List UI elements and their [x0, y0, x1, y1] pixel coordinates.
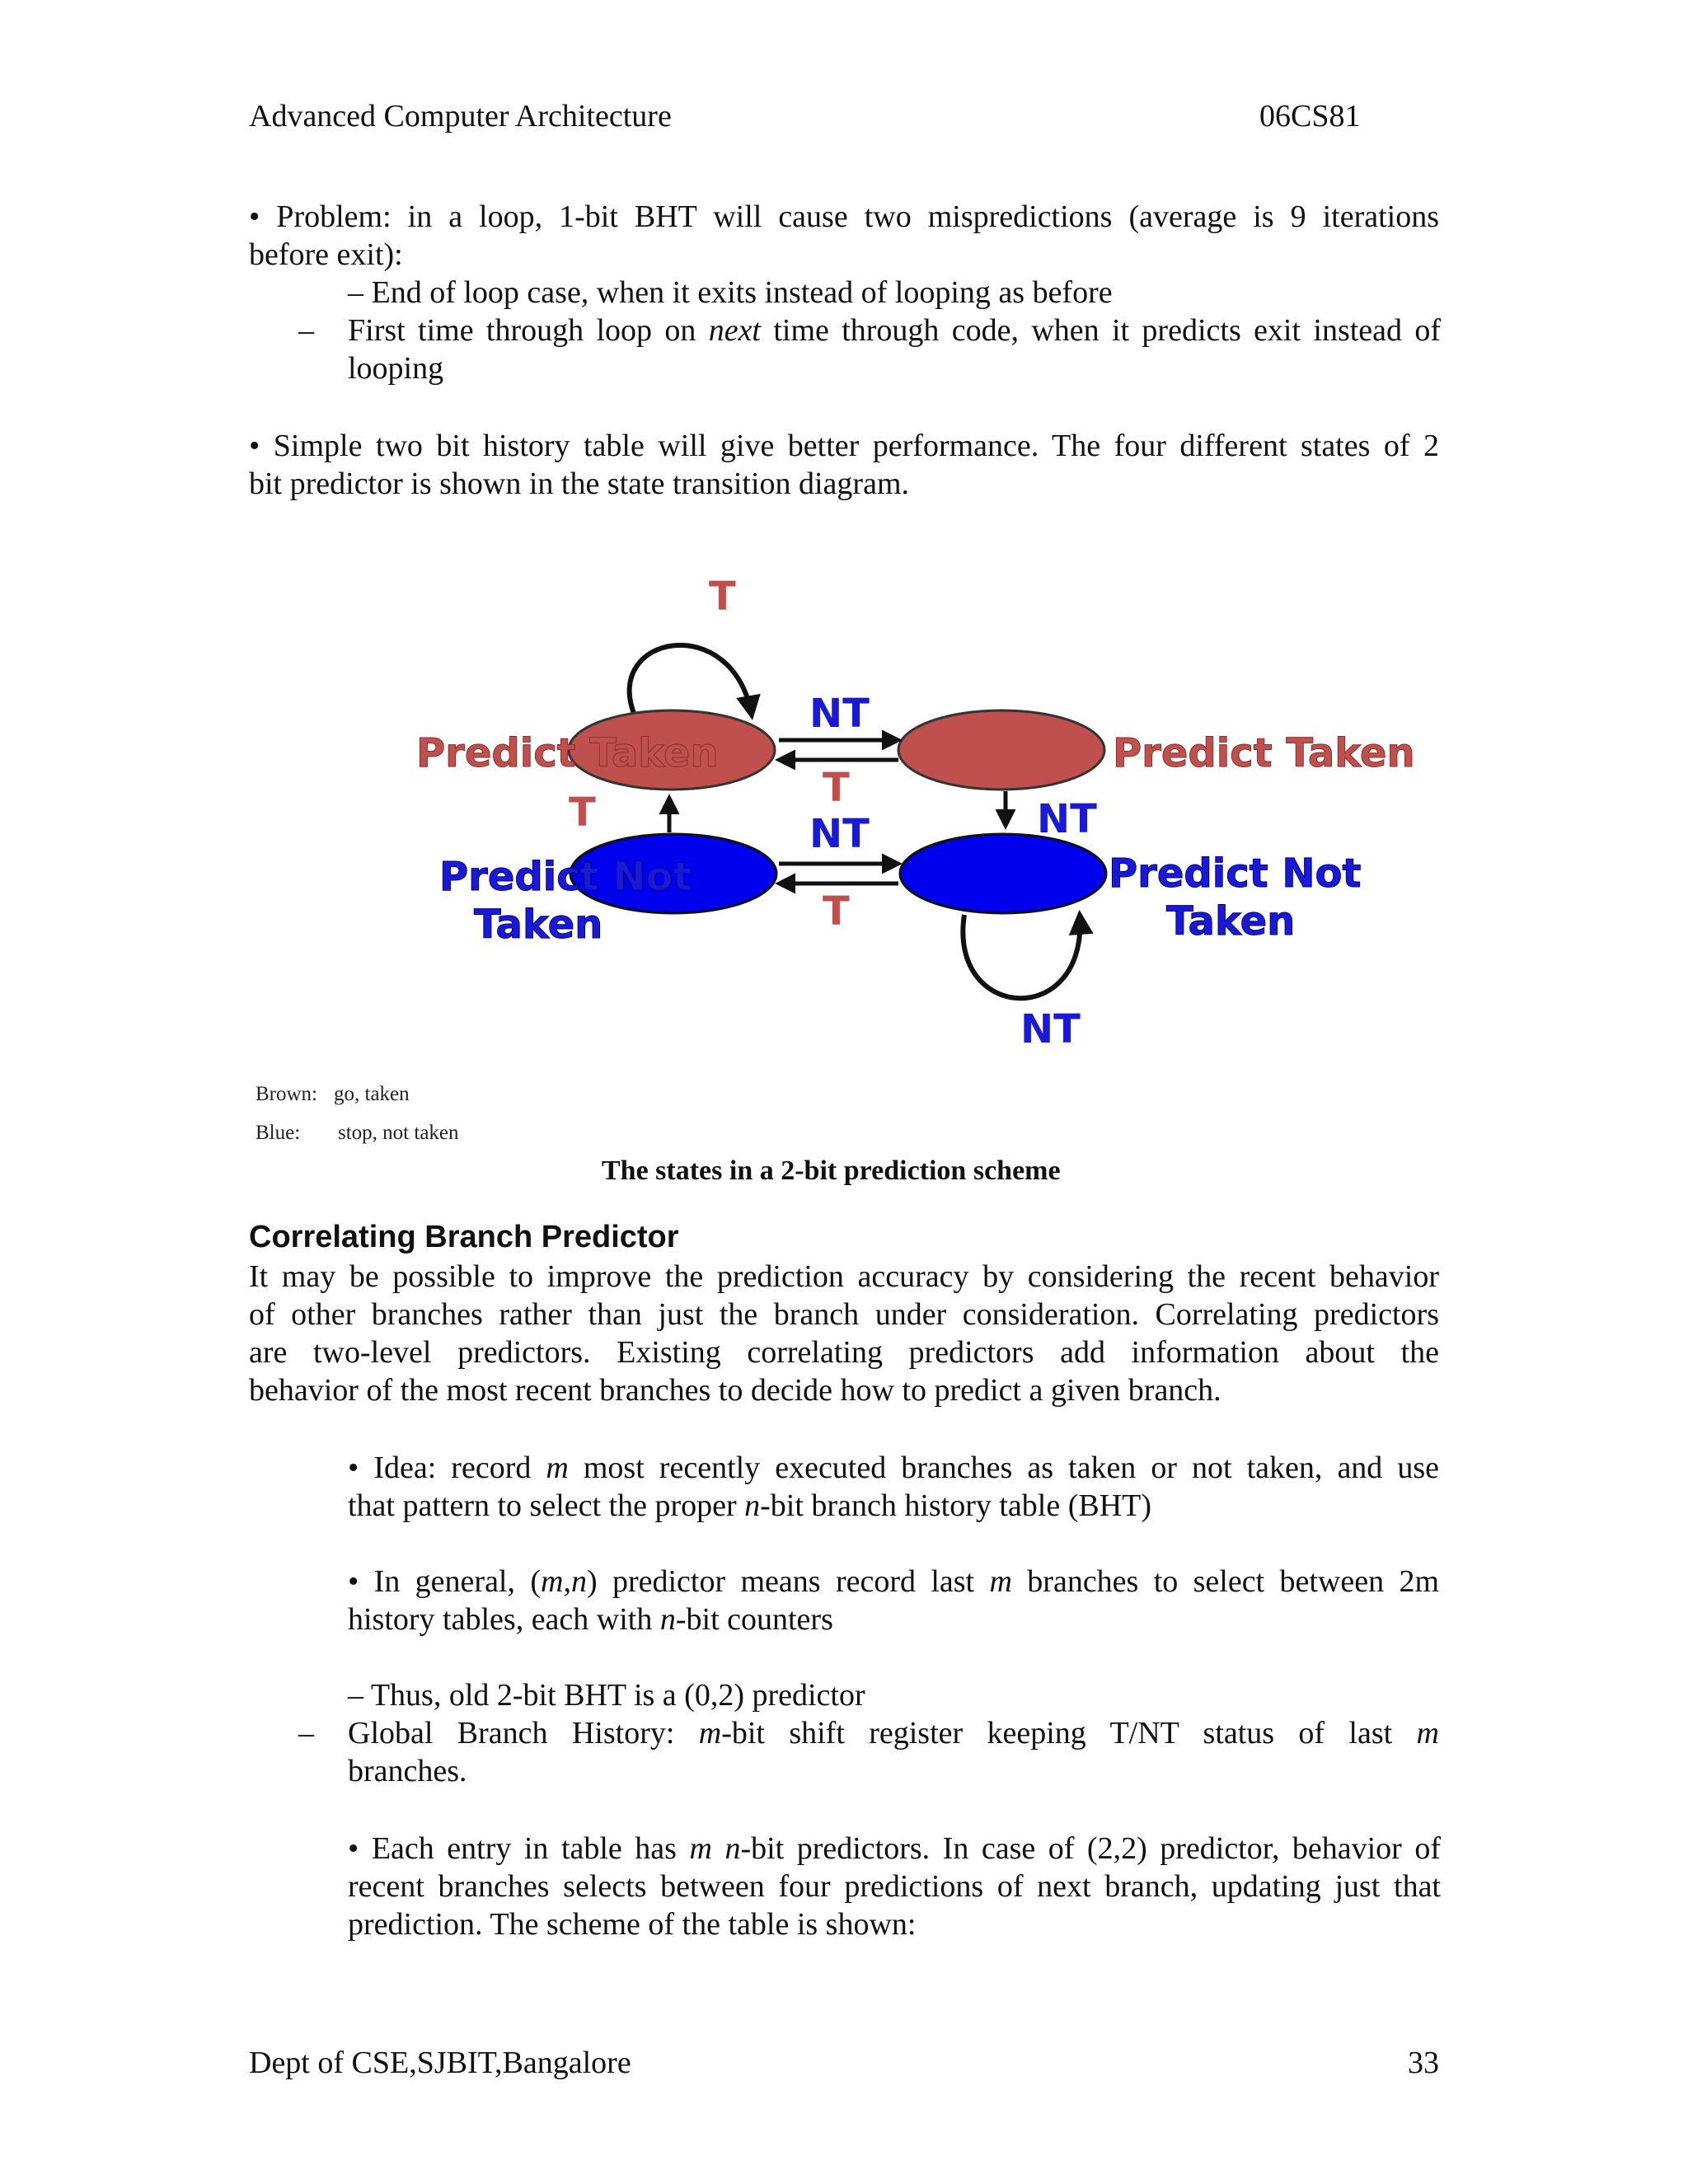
each-entry-line-3: prediction. The scheme of the table is shown:: [348, 1907, 917, 1942]
problem-line-1: • Problem: in a loop, 1-bit BHT will cause two mispredictions (average is 9 iterations: [249, 199, 1439, 234]
two-bit-line-1: • Simple two bit history table will give better performance. The four different states of 2: [249, 429, 1439, 463]
correlating-line-1: It may be possible to improve the prediction accuracy by considering the recent behavior: [249, 1259, 1439, 1294]
transition-label-nt-mid: NT: [809, 811, 870, 857]
header-course-code: 06CS81: [1259, 99, 1361, 134]
label-predict-taken-right: Predict Taken: [1113, 730, 1415, 776]
problem-sub-item-2-cont: looping: [348, 351, 444, 386]
idea-line-1: • Idea: record m most recently executed branches as taken or not taken, and use: [348, 1451, 1439, 1485]
legend-brown-value: go, taken: [334, 1083, 410, 1105]
problem-line-2: before exit):: [249, 237, 403, 272]
problem-sub-item-1: – End of loop case, when it exits instead of looping as before: [348, 275, 1113, 310]
transition-label-t-top: T: [823, 765, 850, 811]
correlating-line-3: are two-level predictors. Existing correlating predictors add information about the: [249, 1335, 1439, 1370]
legend-brown-key: Brown:: [256, 1083, 317, 1105]
emphasis-next: next: [708, 313, 761, 348]
state-predict-not-taken-strong: [900, 834, 1106, 913]
legend-blue-key: Blue:: [256, 1122, 301, 1144]
problem-sub-item-2: First time through loop on next time through code, when it predicts exit instead of: [348, 313, 1442, 348]
transition-label-t-left: T: [569, 790, 596, 836]
state-predict-taken-weak: [898, 710, 1104, 790]
correlating-line-4: behavior of the most recent branches to decide how to predict a given branch.: [249, 1373, 1221, 1408]
section-heading: Correlating Branch Predictor: [249, 1220, 679, 1254]
thus-line: – Thus, old 2-bit BHT is a (0,2) predictor: [348, 1678, 865, 1713]
transition-label-t-self: T: [709, 574, 736, 620]
label-predict-not-right-2: Taken: [1166, 898, 1296, 944]
general-line-2: history tables, each with n-bit counters: [348, 1602, 833, 1637]
global-history-marker: –: [298, 1716, 314, 1750]
state-transition-diagram: [239, 544, 1442, 1195]
correlating-line-2: of other branches rather than just the branch under consideration. Correlating predictors: [249, 1297, 1439, 1332]
transition-label-nt-self: NT: [1020, 1006, 1081, 1052]
global-history-line-1: Global Branch History: m-bit shift register keeping T/NT status of last m: [348, 1716, 1439, 1750]
label-predict-not-left-1: Predict Not: [439, 854, 692, 900]
footer-department: Dept of CSE,SJBIT,Bangalore: [249, 2046, 631, 2080]
problem-sub-item-2-marker: –: [298, 313, 314, 348]
self-loop-not-taken-arrow: [963, 915, 1080, 998]
idea-line-2: that pattern to select the proper n-bit branch history table (BHT): [348, 1488, 1152, 1523]
transition-label-nt-top: NT: [809, 691, 870, 737]
label-predict-not-left-2: Taken: [474, 902, 603, 948]
diagram-caption: The states in a 2-bit prediction scheme: [602, 1155, 1061, 1186]
each-entry-line-1: • Each entry in table has m n-bit predictors. In case of (2,2) predictor, behavior of: [348, 1831, 1441, 1866]
two-bit-line-2: bit predictor is shown in the state transition diagram.: [249, 466, 910, 501]
label-predict-taken-left: Predict Taken: [416, 730, 719, 776]
general-line-1: • In general, (m,n) predictor means record last m branches to select between 2m: [348, 1564, 1439, 1599]
transition-label-t-bottom: T: [823, 888, 850, 935]
header-title: Advanced Computer Architecture: [249, 99, 672, 134]
self-loop-taken-arrow: [630, 645, 752, 715]
each-entry-line-2: recent branches selects between four predictions of next branch, updating just that: [348, 1869, 1441, 1904]
global-history-line-2: branches.: [348, 1754, 467, 1788]
footer-page-number: 33: [1408, 2046, 1439, 2080]
legend-blue-value: stop, not taken: [338, 1122, 459, 1144]
label-predict-not-right-1: Predict Not: [1109, 851, 1362, 897]
transition-label-nt-right: NT: [1037, 796, 1097, 842]
